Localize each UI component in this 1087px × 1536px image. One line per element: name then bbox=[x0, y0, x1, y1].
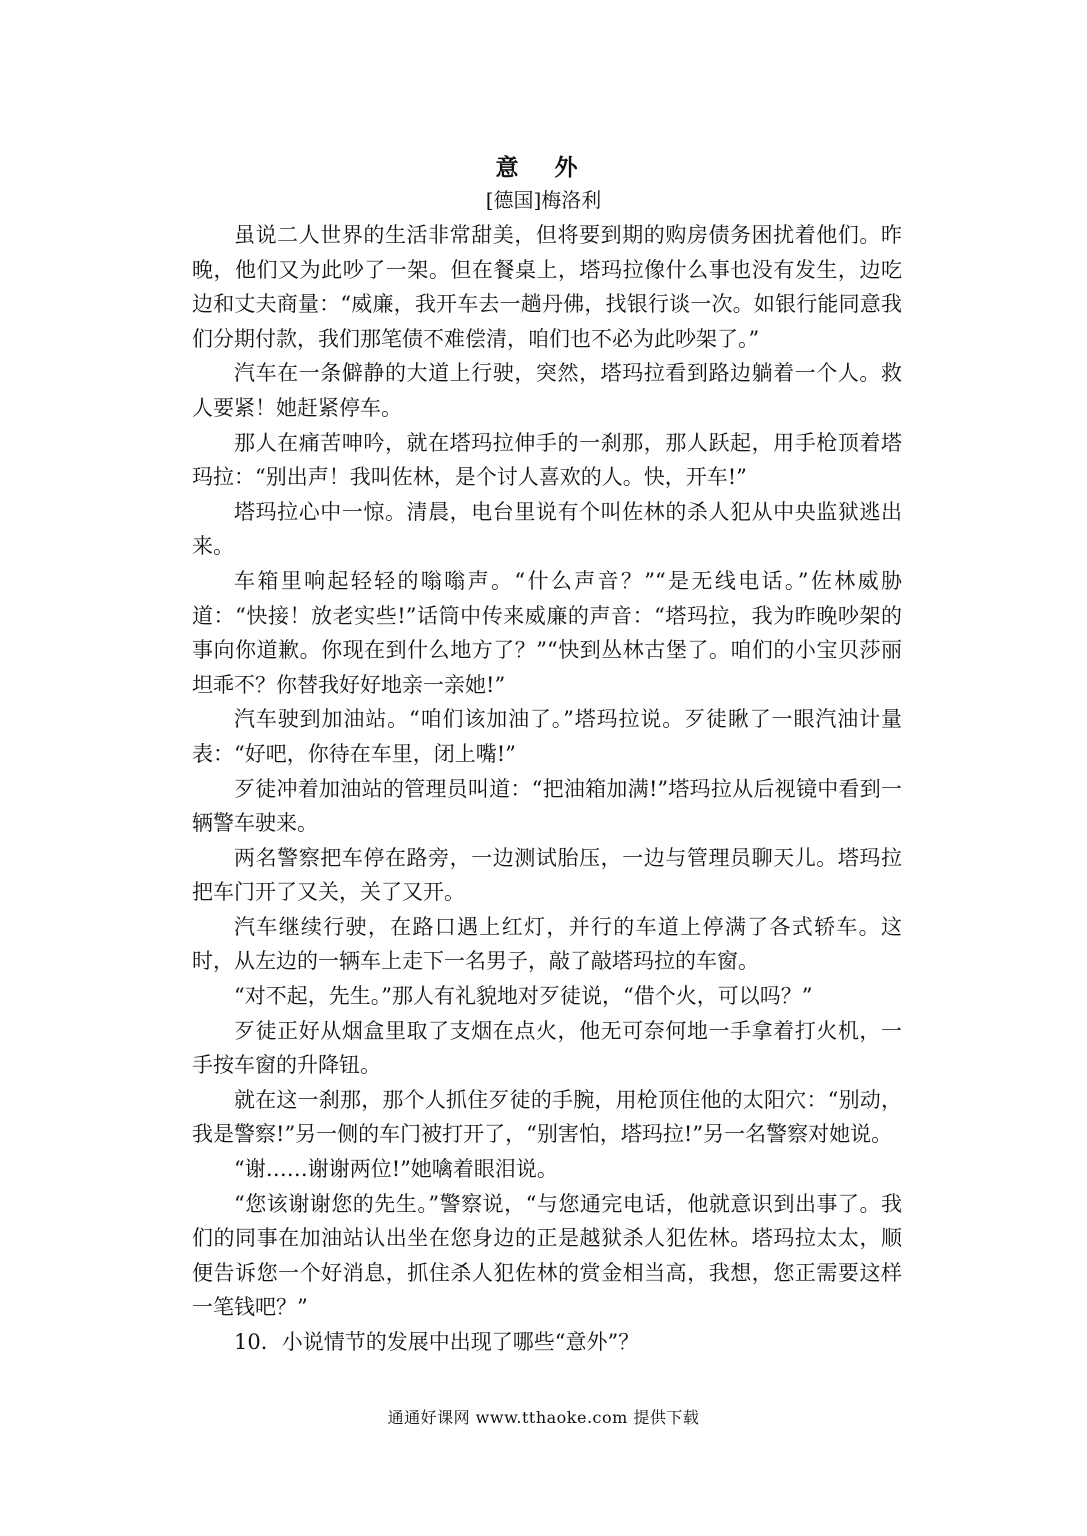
paragraph: 就在这一刹那，那个人抓住歹徒的手腕，用枪顶住他的太阳穴：“别动，我是警察!”另一侧的车门被打开了，“别害怕，塔玛拉!”另一名警察对她说。 bbox=[192, 1087, 902, 1147]
document-title: 意 外 bbox=[495, 155, 592, 181]
paragraph: 那人在痛苦呻吟，就在塔玛拉伸手的一刹那，那人跃起，用手枪顶着塔玛拉：“别出声！我叫佐林，是个讨人喜欢的人。快，开车!” bbox=[192, 430, 902, 490]
question: 10．小说情节的发展中出现了哪些“意外”？ bbox=[234, 1330, 640, 1354]
page-footer: 通通好课网 www.tthaoke.com 提供下载 bbox=[387, 1408, 700, 1427]
paragraph: 车箱里响起轻轻的嗡嗡声。“什么声音？”“是无线电话。”佐林威胁道：“快接！放老实些!”话筒中传来威廉的声音：“塔玛拉，我为昨晚吵架的事向你道歉。你现在到什么地方了？”“快到丛林古堡了。咱们的小宝贝莎丽坦乖不？你替我好好地亲一亲她!” bbox=[192, 568, 902, 697]
paragraph: 汽车驶到加油站。“咱们该加油了。”塔玛拉说。歹徒瞅了一眼汽油计量表：“好吧，你待在车里，闭上嘴!” bbox=[192, 707, 902, 766]
document-body bbox=[192, 218, 902, 1360]
paragraph: “对不起，先生。”那人有礼貌地对歹徒说，“借个火，可以吗？” bbox=[234, 984, 813, 1009]
document-author: [德国]梅洛利 bbox=[485, 188, 602, 212]
paragraph: 两名警察把车停在路旁，一边测试胎压，一边与管理员聊天儿。塔玛拉把车门开了又关，关了又开。 bbox=[192, 845, 902, 905]
paragraph: 虽说二人世界的生活非常甜美，但将要到期的购房债务困扰着他们。昨晚，他们又为此吵了一架。但在餐桌上，塔玛拉像什么事也没有发生，边吃边和丈夫商量：“威廉，我开车去一趟丹佛，找银行谈一次。如银行能同意我们分期付款，我们那笔债不难偿清，咱们也不必为此吵架了。” bbox=[192, 223, 902, 351]
paragraph: 汽车在一条僻静的大道上行驶，突然，塔玛拉看到路边躺着一个人。救人要紧！她赶紧停车。 bbox=[192, 361, 902, 420]
paragraph: “谢……谢谢两位!”她噙着眼泪说。 bbox=[234, 1157, 558, 1182]
paragraph: 歹徒正好从烟盒里取了支烟在点火，他无可奈何地一手拿着打火机，一手按车窗的升降钮。 bbox=[192, 1018, 902, 1078]
paragraph: 塔玛拉心中一惊。清晨，电台里说有个叫佐林的杀人犯从中央监狱逃出来。 bbox=[192, 499, 902, 559]
paragraph: 歹徒冲着加油站的管理员叫道：“把油箱加满!”塔玛拉从后视镜中看到一辆警车驶来。 bbox=[192, 776, 902, 836]
paragraph: 汽车继续行驶，在路口遇上红灯，并行的车道上停满了各式轿车。这时，从左边的一辆车上走下一名男子，敲了敲塔玛拉的车窗。 bbox=[192, 914, 902, 974]
paragraph: “您该谢谢您的先生。”警察说，“与您通完电话，他就意识到出事了。我们的同事在加油站认出坐在您身边的正是越狱杀人犯佐林。塔玛拉太太，顺便告诉您一个好消息，抓住杀人犯佐林的赏金相当高，我想，您正需要这样一笔钱吧？” bbox=[192, 1191, 902, 1320]
